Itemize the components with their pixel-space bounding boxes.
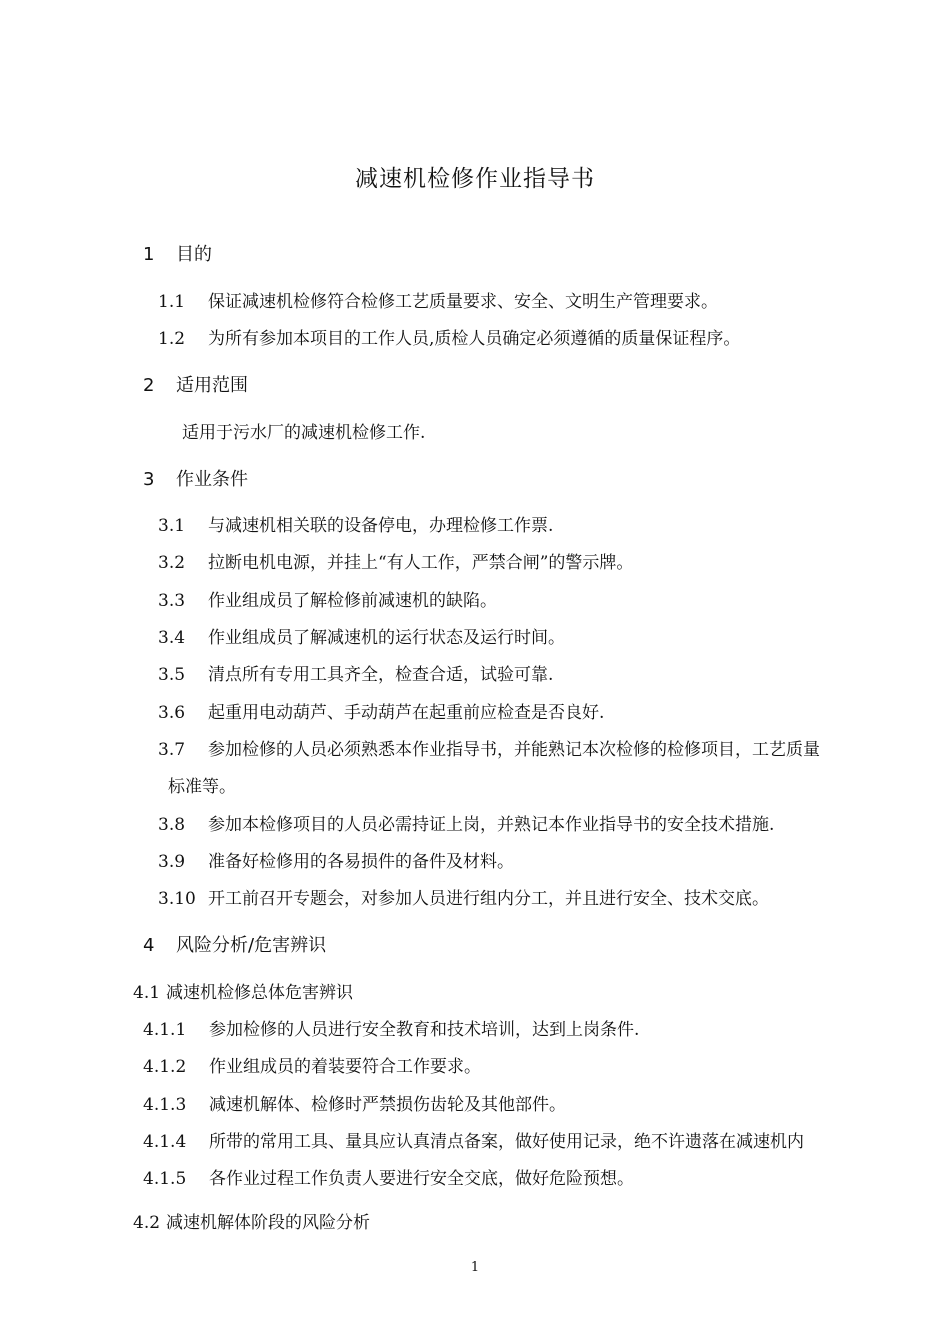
- section-heading: [143, 465, 248, 491]
- list-item: [158, 548, 633, 573]
- list-item: [143, 1052, 481, 1077]
- item-number: 3.5: [158, 665, 186, 685]
- item-number: 4.1.3: [143, 1095, 187, 1115]
- item-number: 1.2: [158, 329, 186, 349]
- item-text: 清点所有专用工具齐全，检查合适，试验可靠.: [208, 665, 554, 685]
- item-number: 4.1.2: [143, 1057, 187, 1077]
- item-number: 3.10: [158, 889, 196, 909]
- subsection-number: 4.1: [133, 983, 161, 1003]
- section-number: 2: [143, 375, 155, 396]
- subsection-title: 减速机解体阶段的风险分析: [166, 1213, 370, 1233]
- list-item: [158, 660, 553, 685]
- list-item: [158, 847, 514, 872]
- list-item: [158, 586, 497, 611]
- item-text: 作业组成员的着装要符合工作要求。: [209, 1057, 481, 1077]
- list-item: [158, 287, 718, 312]
- item-text: 参加检修的人员进行安全教育和技术培训，达到上岗条件.: [209, 1020, 640, 1040]
- item-text: 为所有参加本项目的工作人员,质检人员确定必须遵循的质量保证程序。: [208, 329, 741, 349]
- paragraph: 适用于污水厂的减速机检修工作.: [182, 423, 426, 443]
- item-text: 起重用电动葫芦、手动葫芦在起重前应检查是否良好.: [208, 703, 605, 723]
- subsection-number: 4.2: [133, 1213, 161, 1233]
- section-number: 4: [143, 935, 155, 956]
- item-text: 作业组成员了解减速机的运行状态及运行时间。: [208, 628, 565, 648]
- item-number: 3.7: [158, 740, 186, 760]
- section-title: 适用范围: [176, 375, 248, 396]
- item-text: 开工前召开专题会，对参加人员进行组内分工，并且进行安全、技术交底。: [208, 889, 769, 909]
- item-number: 3.9: [158, 852, 186, 872]
- item-text: 所带的常用工具、量具应认真清点备案，做好使用记录，绝不许遗落在减速机内: [209, 1132, 804, 1152]
- list-item: [158, 511, 553, 536]
- subsection-title: 减速机检修总体危害辨识: [166, 983, 353, 1003]
- list-item: [143, 1015, 639, 1040]
- item-text: 作业组成员了解检修前减速机的缺陷。: [208, 591, 497, 611]
- item-number: 3.8: [158, 815, 186, 835]
- item-number: 4.1.1: [143, 1020, 187, 1040]
- item-text: 参加检修的人员必须熟悉本作业指导书，并能熟记本次检修的检修项目，工艺质量: [208, 740, 820, 760]
- item-text: 参加本检修项目的人员必需持证上岗，并熟记本作业指导书的安全技术措施.: [208, 815, 775, 835]
- section-title: 风险分析/危害辨识: [176, 935, 327, 956]
- list-item: [158, 623, 565, 648]
- item-number: 1.1: [158, 292, 186, 312]
- list-item: [143, 1127, 804, 1152]
- item-number: 4.1.4: [143, 1132, 187, 1152]
- item-number: 3.3: [158, 591, 186, 611]
- item-number: 3.2: [158, 553, 186, 573]
- subsection-heading: [133, 978, 353, 1003]
- section-number: 1: [143, 244, 155, 265]
- item-number: 3.1: [158, 516, 186, 536]
- list-item: [158, 735, 820, 760]
- item-text: 与减速机相关联的设备停电，办理检修工作票.: [208, 516, 554, 536]
- section-title: 目的: [176, 244, 212, 265]
- section-heading: [143, 931, 326, 957]
- subsection-heading: [133, 1208, 370, 1233]
- page-number: 1: [470, 1260, 480, 1275]
- list-item: [158, 810, 774, 835]
- item-text: 保证减速机检修符合检修工艺质量要求、安全、文明生产管理要求。: [208, 292, 718, 312]
- item-number: 3.4: [158, 628, 186, 648]
- section-heading: [143, 240, 212, 266]
- item-number: 4.1.5: [143, 1169, 187, 1189]
- list-item: [158, 324, 740, 349]
- item-number: 3.6: [158, 703, 186, 723]
- document-title: 减速机检修作业指导书: [355, 166, 595, 192]
- section-number: 3: [143, 469, 155, 490]
- item-text: 准备好检修用的各易损件的备件及材料。: [208, 852, 514, 872]
- section-title: 作业条件: [176, 469, 248, 490]
- section-heading: [143, 371, 248, 397]
- list-item: [158, 698, 604, 723]
- list-item: [143, 1164, 634, 1189]
- list-item: [143, 1090, 566, 1115]
- list-item-continuation: 标准等。: [168, 777, 236, 797]
- item-text: 减速机解体、检修时严禁损伤齿轮及其他部件。: [209, 1095, 566, 1115]
- item-text: 各作业过程工作负责人要进行安全交底，做好危险预想。: [209, 1169, 634, 1189]
- list-item: [158, 884, 769, 909]
- item-text: 拉断电机电源，并挂上“有人工作，严禁合闸”的警示牌。: [208, 553, 634, 573]
